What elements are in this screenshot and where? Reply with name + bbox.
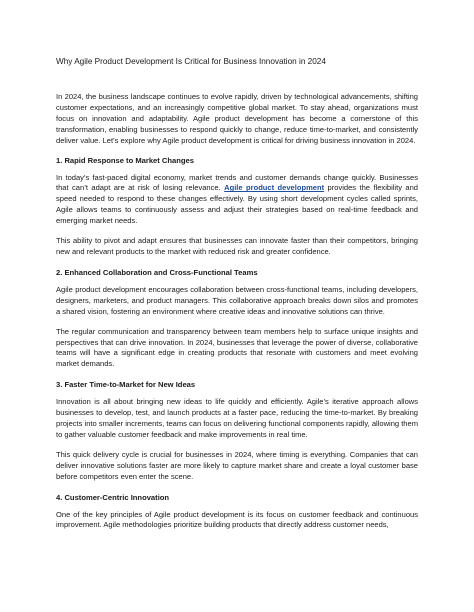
section-heading-customer-centric: 4. Customer-Centric Innovation [56, 492, 170, 502]
section-2-paragraph-2: The regular communication and transparency between team members help to surface unique insights and perspectives that can drive innovation. In 2024, businesses that leverage the power of diverse, collaborative teams will have a significant edge in creating products that resonate with customers and meet evolving market demands. [56, 326, 418, 369]
section-1-text-after-link: provides the flexibility and speed needed to respond to these changes effectively. By using short development cycles called sprints, Agile allows teams to continuously assess and adjust their strategies based on real-time feedback and emerging market needs. [56, 183, 418, 226]
document-body [56, 56, 418, 540]
section-3-paragraph-1: Innovation is all about bringing new ideas to life quickly and efficiently. Agile’s iterative approach allows businesses to develop, test, and launch products at a faster pace, reducing the time-to-market. By breaking projects into smaller increments, teams can focus on delivering functional components rapidly, allowing them to gather valuable customer feedback and make improvements in real time. [56, 397, 418, 439]
intro-paragraph: In 2024, the business landscape continues to evolve rapidly, driven by technological advancements, shifting customer expectations, and an increasingly competitive global market. To stay ahead, organizations must focus on innovation and adaptability. Agile product development has become a cornerstone of this transformation, enabling businesses to respond quickly to change, reduce time-to-market, and consistently deliver value. Let’s explore why Agile product development is critical for driving business innovation in 2024. [56, 92, 418, 145]
section-2-paragraph-1: Agile product development encourages collaboration between cross-functional teams, including developers, designers, marketers, and product managers. This collaborative approach breaks down silos and promotes a shared vision, fostering an environment where creative ideas and innovative solutions can thrive. [56, 284, 418, 316]
section-1-paragraph-1 [56, 173, 418, 228]
section-1-text-before-link: In today’s fast-paced digital economy, market trends and customer demands change quickly. Businesses that can’t adapt are at risk of losing relevance. [56, 172, 418, 193]
section-heading-time-to-market: 3. Faster Time-to-Market for New Ideas [56, 380, 196, 390]
agile-product-development-link[interactable]: Agile product development [224, 183, 325, 193]
section-heading-collaboration: 2. Enhanced Collaboration and Cross-Functional Teams [56, 267, 258, 277]
document-title: Why Agile Product Development Is Critical for Business Innovation in 2024 [56, 57, 326, 66]
section-1-paragraph-2: This ability to pivot and adapt ensures that businesses can innovate faster than their competitors, bringing new and relevant products to the market with reduced risk and greater confidence. [56, 236, 418, 256]
section-4-paragraph-1: One of the key principles of Agile product development is its focus on customer feedback and continuous improvement. Agile methodologies prioritize building products that directly address customer needs, [56, 509, 418, 530]
section-heading-rapid-response: 1. Rapid Response to Market Changes [56, 155, 194, 165]
section-3-paragraph-2: This quick delivery cycle is crucial for businesses in 2024, where timing is everything. Companies that can deliver innovative solutions faster are more likely to capture market share and create a loyal customer base before competitors even enter the scene. [56, 449, 418, 481]
